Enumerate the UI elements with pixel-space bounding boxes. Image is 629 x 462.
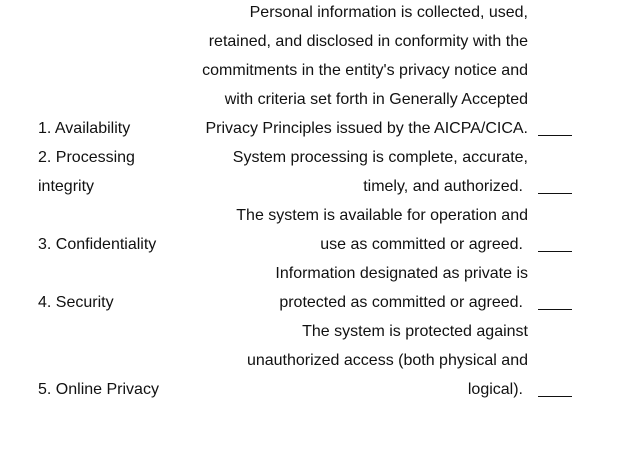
term-processing-integrity-line1: 2. Processing	[38, 149, 135, 166]
description-2-line-1: System processing is complete, accurate,	[232, 149, 528, 166]
description-3-line-1: The system is available for operation and	[236, 207, 528, 224]
description-1-line-1: Personal information is collected, used,	[249, 4, 528, 21]
answer-blank-4[interactable]	[538, 309, 572, 310]
answer-blank-1[interactable]	[538, 135, 572, 136]
answer-blank-5[interactable]	[538, 396, 572, 397]
description-1-line-4: with criteria set forth in Generally Accepted	[224, 91, 528, 108]
answer-blank-3[interactable]	[538, 251, 572, 252]
description-4-line-2: protected as committed or agreed.	[279, 294, 523, 311]
term-security: 4. Security	[38, 294, 114, 311]
description-5-line-1: The system is protected against	[302, 323, 528, 340]
term-confidentiality: 3. Confidentiality	[38, 236, 157, 253]
description-1-line-3: commitments in the entity's privacy notice and	[202, 62, 528, 79]
description-1-line-2: retained, and disclosed in conformity with the	[208, 33, 528, 50]
description-5-line-3: logical).	[467, 381, 523, 398]
term-processing-integrity-line2: integrity	[38, 178, 95, 195]
term-availability: 1. Availability	[38, 120, 131, 137]
description-2-line-2: timely, and authorized.	[363, 178, 523, 195]
description-1-line-5: Privacy Principles issued by the AICPA/CICA.	[205, 120, 528, 137]
description-5-line-2: unauthorized access (both physical and	[246, 352, 528, 369]
term-online-privacy: 5. Online Privacy	[38, 381, 159, 398]
answer-blank-2[interactable]	[538, 193, 572, 194]
description-3-line-2: use as committed or agreed.	[320, 236, 523, 253]
description-4-line-1: Information designated as private is	[275, 265, 528, 282]
